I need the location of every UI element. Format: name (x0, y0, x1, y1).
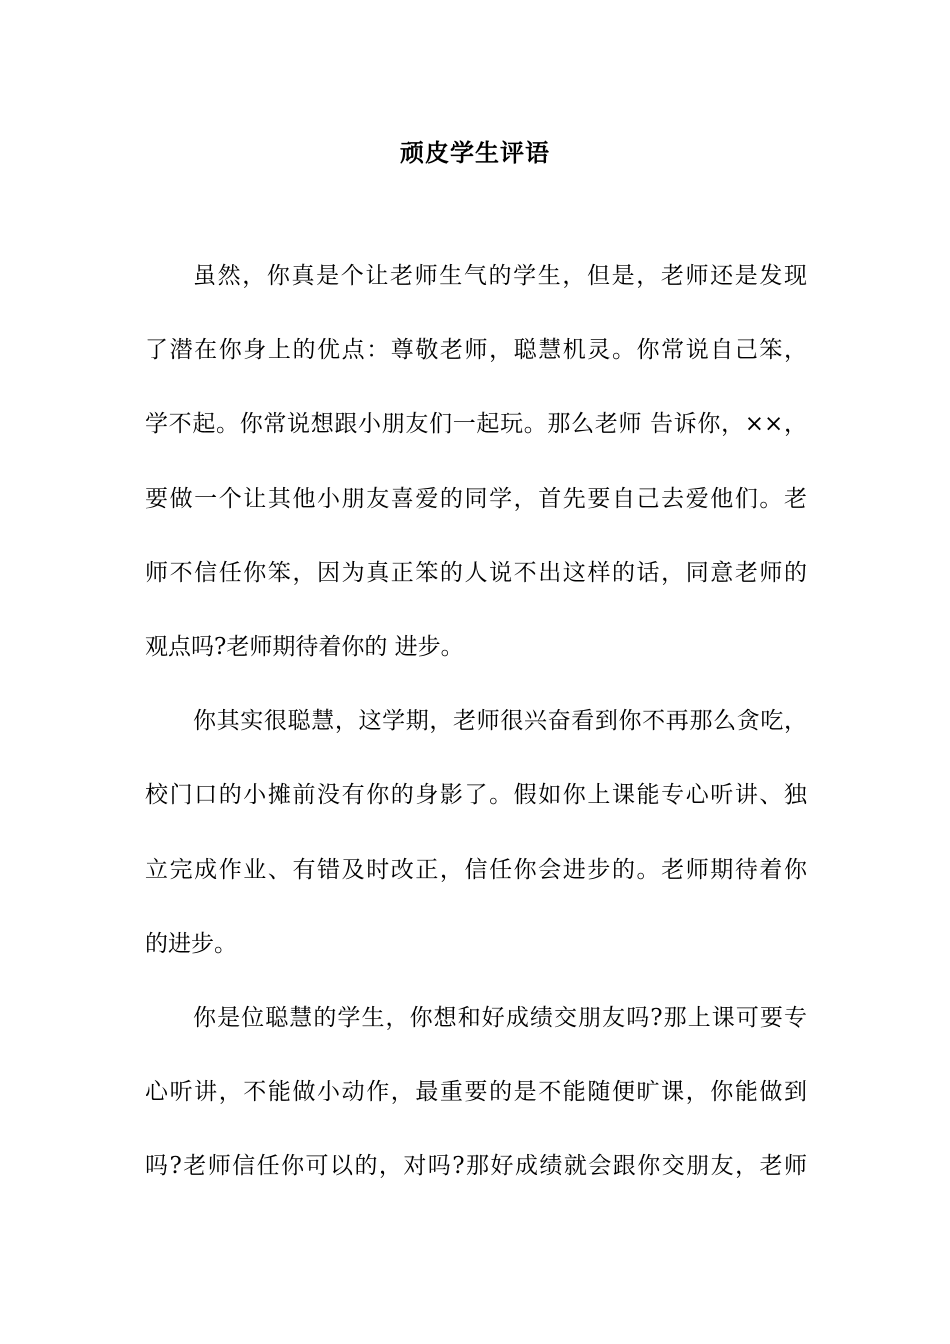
paragraph-line: 你其实很聪慧，这学期，老师很兴奋看到你不再那么贪吃， (193, 708, 807, 735)
paragraph-line: 师不信任你笨，因为真正笨的人说不出这样的话，同意老师的 (145, 559, 807, 586)
document-title: 顽皮学生评语 (400, 138, 550, 167)
paragraph-line: 校门口的小摊前没有你的身影了。假如你上课能专心听讲、独 (145, 782, 807, 809)
paragraph-line: 吗?老师信任你可以的，对吗?那好成绩就会跟你交朋友，老师 (145, 1153, 807, 1180)
paragraph-line: 了潜在你身上的优点：尊敬老师，聪慧机灵。你常说自己笨， (145, 337, 807, 364)
paragraph-line: 你是位聪慧的学生，你想和好成绩交朋友吗?那上课可要专 (193, 1004, 807, 1031)
paragraph-line: 观点吗?老师期待着你的 进步。 (145, 633, 464, 660)
paragraph-line: 心听讲，不能做小动作，最重要的是不能随便旷课，你能做到 (145, 1079, 807, 1106)
paragraph-line: 的进步。 (145, 930, 237, 957)
paragraph-line: 要做一个让其他小朋友喜爱的同学，首先要自己去爱他们。老 (145, 485, 807, 512)
document-body (145, 256, 807, 1220)
paragraph-line: 虽然，你真是个让老师生气的学生，但是，老师还是发现 (193, 263, 807, 289)
paragraph-line: 学不起。你常说想跟小朋友们一起玩。那么老师 告诉你，××， (145, 411, 807, 438)
paragraph-line: 立完成作业、有错及时改正，信任你会进步的。老师期待着你 (145, 856, 807, 883)
